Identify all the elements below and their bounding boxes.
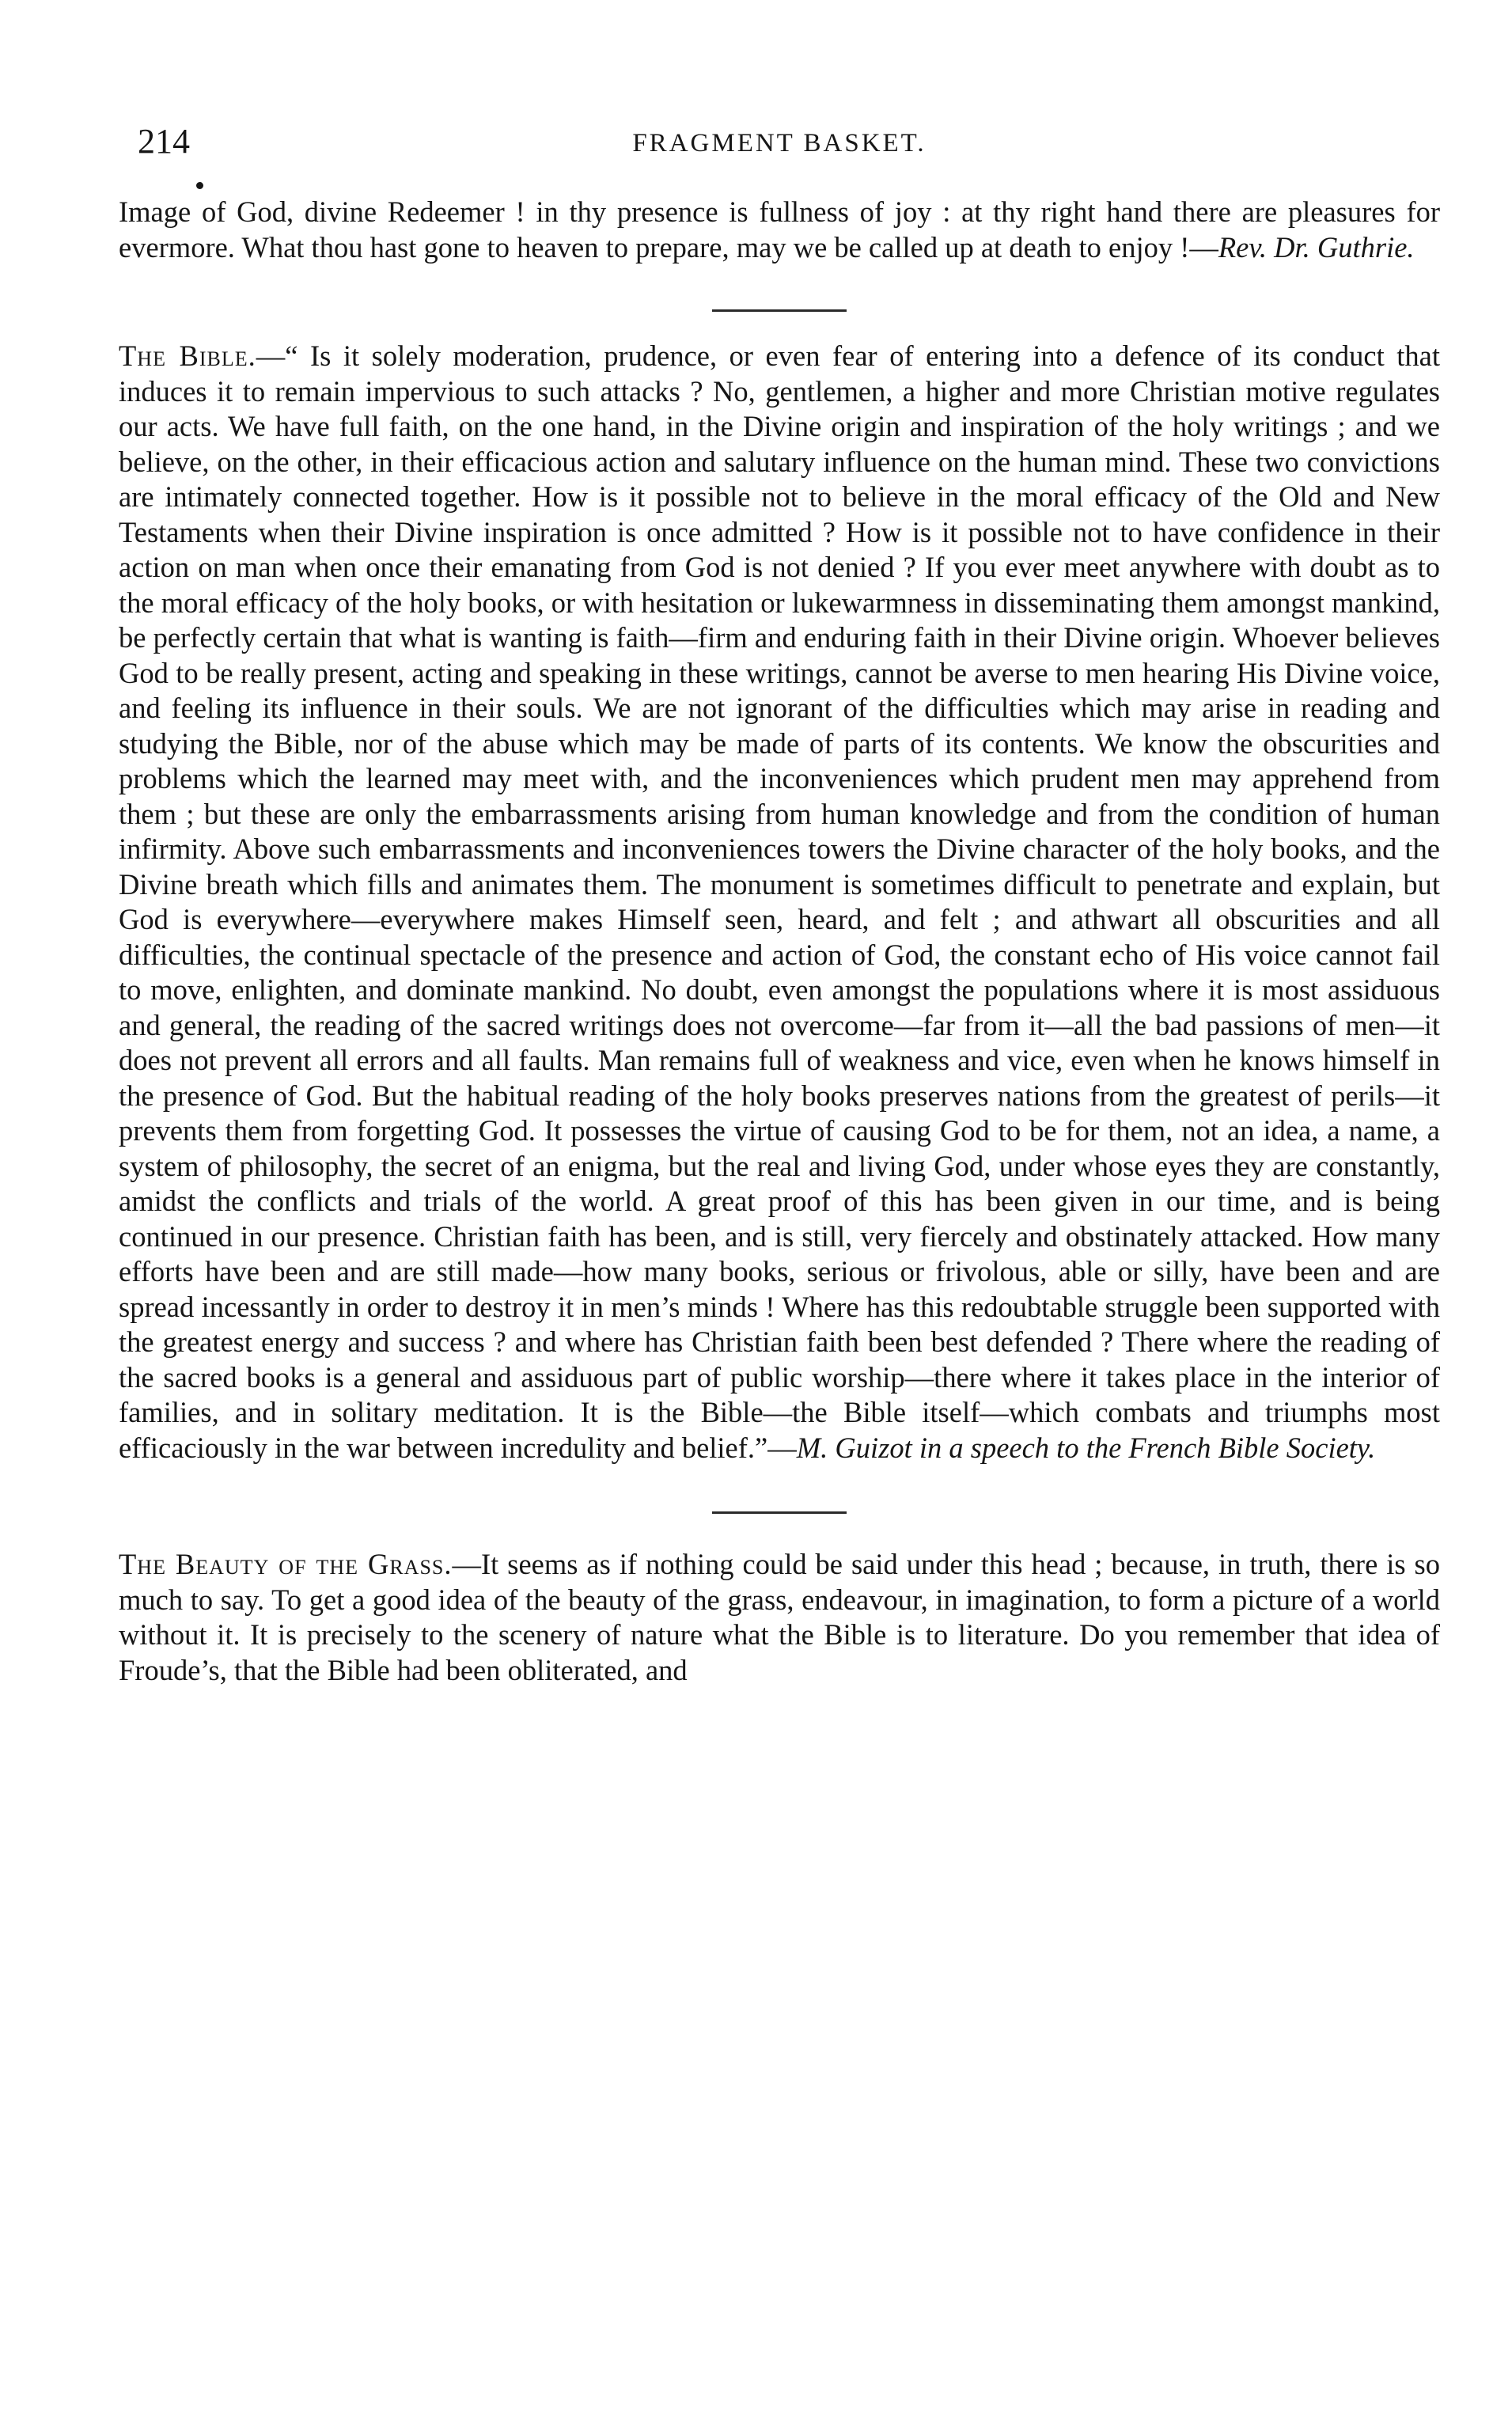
paragraph-beauty-of-grass: [119, 1547, 1440, 1688]
ink-dot: [196, 182, 203, 189]
paragraph-text: —“ Is it solely moderation, prudence, or even fear of entering into a defence of its conduct that induces it to remain impervious to such attacks ? No, gentlemen, a higher and more Christian motive regulates our acts. We have full faith, on the one hand, in the Divine origin and inspiration of the holy writings ; and we believe, on the other, in their efficacious action and salutary influence on the human mind. These two convictions are intimately connected together. How is it possible not to believe in the moral efficacy of the Old and New Testaments when their Divine inspiration is once admitted ? How is it possible not to have confidence in their action on man when once their emanating from God is not denied ? If you ever meet anywhere with doubt as to the moral efficacy of the holy books, or with hesitation or lukewarmness in disseminating them amongst mankind, be perfectly certain that what is wanting is faith—firm and enduring faith in their Divine origin. Whoever believes God to be really present, acting and speaking in these writings, cannot be averse to men hearing His Divine voice, and feeling its influence in their souls. We are not ignorant of the difficulties which may arise in reading and studying the Bible, nor of the abuse which may be made of parts of its contents. We know the obscurities and problems which the learned may meet with, and the inconveniences which prudent men may apprehend from them ; but these are only the embarrassments arising from human knowledge and from the condition of human infirmity. Above such embarrassments and inconveniences towers the Divine character of the holy books, and the Divine breath which fills and animates them. The monument is sometimes difficult to penetrate and explain, but God is everywhere—everywhere makes Himself seen, heard, and felt ; and athwart all obscurities and all difficulties, the continual spectacle of the presence and action of God, the constant echo of His voice cannot fail to move, enlighten, and dominate mankind. No doubt, even amongst the populations where it is most assiduous and general, the reading of the sacred writings does not overcome—far from it—all the bad passions of men—it does not prevent all errors and all faults. Man remains full of weakness and vice, even when he knows himself in the presence of God. But the habitual reading of the holy books preserves nations from the greatest of perils—it prevents them from forgetting God. It possesses the virtue of causing God to be for them, not an idea, a name, a system of philosophy, the secret of an enigma, but the real and living God, under whose eyes they are constantly, amidst the conflicts and trials of the world. A great proof of this has been given in our time, and is being continued in our presence. Christian faith has been, and is still, very fiercely and obstinately attacked. How many efforts have been and are still made—how many books, serious or frivolous, able or silly, have been and are spread incessantly in order to destroy it in men’s minds ! Where has this redoubtable struggle been supported with the greatest energy and success ? and where has Christian faith been best defended ? There where the reading of the sacred books is a general and assiduous part of public worship—there where it takes place in the interior of families, and in solitary meditation. It is the Bible—the Bible itself—which combats and triumphs most efficaciously in the war between incredulity and belief.”—: [119, 339, 1440, 1464]
section-divider: [712, 309, 847, 312]
paragraph-text: —It seems as if nothing could be said under this head ; because, in truth, there is so much to say. To get a good idea of the beauty of the grass, endeavour, in imagination, to form a picture of a world without it. It is precisely to the scenery of nature what the Bible is to literature. Do you remember that idea of Froude’s, that the Bible had been obliterated, and: [119, 1548, 1440, 1686]
paragraph-the-bible: [119, 339, 1440, 1466]
running-head: FRAGMENT BASKET.: [632, 129, 927, 157]
book-page: [119, 119, 1440, 1688]
section-heading: The Beauty of the Grass.: [119, 1548, 453, 1580]
section-heading: The Bible.: [119, 339, 256, 372]
paragraph-text: Image of God, divine Redeemer ! in thy presence is fullness of joy : at thy right hand there are pleasures for evermore. What thou hast gone to heaven to prepare, may we be called up at death to enjoy !—: [119, 195, 1440, 264]
attribution: Rev. Dr. Guthrie.: [1218, 230, 1415, 264]
attribution: M. Guizot in a speech to the French Bible Society.: [796, 1431, 1376, 1464]
paragraph-guthrie: [119, 195, 1440, 265]
section-divider: [712, 1511, 847, 1514]
page-number: 214: [138, 122, 190, 161]
page-header: [119, 119, 1440, 174]
